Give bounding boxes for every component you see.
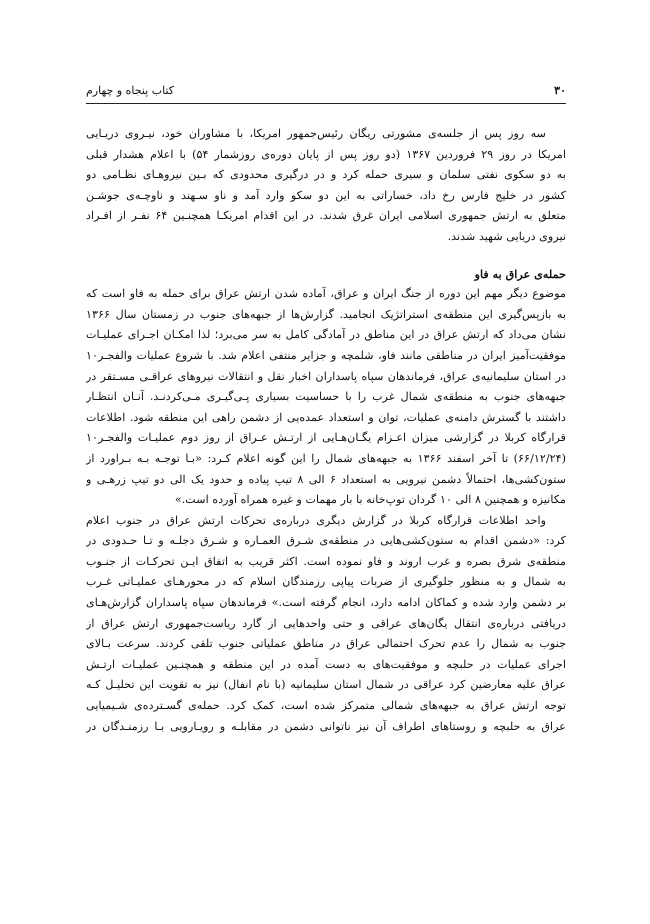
- header-divider: [86, 103, 566, 104]
- text-line: منطقه‌ی شرق بصره و غرب اروند و فاو نموده است. اکثر قریب به اتفاق ایـن تحرکـات از جنـوب: [86, 554, 566, 568]
- text-line: جنوب به شمال را عدم تحرک احتمالی عراق در مناطق عملیاتی جنوب تلقی کردند. سرعت بـالای: [86, 637, 566, 651]
- text-line: جبهه‌های جنوب به منطقه‌ی شمال غرب را با حساسیت بسیاری پـی‌گیـری مـی‌کردنـد. آنـان انتظـار: [86, 390, 566, 404]
- text-line: به شمال و به منظور جلوگیری از ضربات پیاپی رزمندگان اسلام که در محورهـای عملیـاتی غـرب: [86, 575, 566, 589]
- text-line: قرارگاه کربلا در گزارشی میزان اعـزام یگـان‌هـایی از ارتـش عـراق از روز دوم عملیـات والفجـر۱۰: [86, 431, 566, 445]
- text-line: اجرای عملیات در حلبچه و موفقیت‌های به دست آمده در این منطقه و همچنـین عملیـات ارتـش: [86, 657, 566, 671]
- text-line: ستون‌کشی‌ها، احتمالاً دشمن نیرویی به استعداد ۶ الی ۸ تیپ پیاده و حدود یک الی دو تیپ زرهـی و: [86, 472, 566, 486]
- text-line: دریافتی درباره‌ی انتقال یگان‌های عراقی و حتی واحدهایی از گارد ریاست‌جمهوری ارتش عراق از: [86, 616, 566, 630]
- running-title: کتاب پنجاه و چهارم: [86, 84, 175, 97]
- text-line: کرد: «دشمن اقدام به ستون‌کشی‌هایی در منطقه‌ی شـرق العمـاره و شـرق دجلـه و تـا حـدودی در: [86, 534, 566, 548]
- text-line: مکانیزه و همچنین ۸ الی ۱۰ گردان توپ‌خانه با بار مهمات و غیره همراه آورده است.»: [174, 493, 566, 507]
- text-line: امریکا در روز ۲۹ فروردین ۱۳۶۷ (دو روز پس از پایان دوره‌ی روزشمار ۵۴) با اعلام هشدار قبلی: [86, 147, 566, 161]
- section-gap: [86, 248, 566, 264]
- paragraph-1: [86, 124, 566, 248]
- text-line: کشور در خلیج فارس رخ داد، خساراتی به این دو سکو وارد آمد و ناو سـهند و ناوچـه‌ی جوشـن: [86, 188, 566, 202]
- text-line: متعلق به ارتش جمهوری اسلامی ایران غرق شدند. در این اقدام امریکـا همچنـین ۶۴ نفـر از افـراد: [86, 209, 566, 223]
- page-number: ۳۰: [554, 84, 566, 97]
- text-line: واحد اطلاعات قرارگاه کربلا در گزارش دیگری درباره‌ی تحرکات ارتش عراق در جنوب اعلام: [86, 513, 546, 527]
- text-line: بر دشمن وارد شده و کماکان ادامه دارد، انجام گرفته است.» فرماندهان سپاه پاسداران گزارش‌هـای: [86, 596, 566, 610]
- text-line: عراق به حلبچه و روستاهای اطراف آن نیز ناتوانی دشمن در مقابلـه و رویـارویی بـا رزمنـدگان در: [86, 719, 566, 733]
- text-line: به دو سکوی نفتی سلمان و سیری حمله کرد و در درگیری محدودی که بـین نیروهـای نظـامی دو: [86, 168, 566, 182]
- text-line: توجه ارتش عراق به جبهه‌های شمالی متمرکز شده است، کمک کرد. حمله‌ی گسـترده‌ی شـیمیایی: [86, 699, 566, 713]
- text-line: در استان سلیمانیه‌ی عراق، فرماندهان سپاه پاسداران اخبار نقل و انتقالات نیروهای عراقـی مسـتقر در: [86, 369, 566, 383]
- text-line: موضوع دیگر مهم این دوره از جنگ ایران و عراق، آماده شدن ارتش عراق برای حمله به فاو است که: [86, 287, 566, 301]
- paragraph-2: [86, 284, 566, 511]
- section-heading: حمله‌ی عراق به فاو: [474, 266, 566, 281]
- text-line: به بازپس‌گیری این منطقه‌ی استراتژیک انجامید. گزارش‌ها از جبهه‌های جنوب در زمستان سال ۱۳۶۶: [86, 307, 566, 321]
- text-line: داشتند با گسترش دامنه‌ی عملیات، توان و استعداد عمده‌یی از دشمن راهی این منطقه شود. اطلاعات: [86, 410, 566, 424]
- text-line: نشان می‌داد که ارتش عراق در این مناطق در آمادگی کامل به سر می‌برد؛ لذا امکـان اجـرای عملیـات: [86, 328, 566, 342]
- text-line: عراق علیه معارضین کرد عراقی در شمال استان سلیمانیه (با نام انفال) نیز به تقویت این تحلیـل کـه: [86, 678, 566, 692]
- text-line: نیروی دریایی شهید شدند.: [447, 229, 566, 243]
- text-line: موفقیت‌آمیز ایران در مناطقی مانند فاو، شلمچه و جزایر منتفی اعلام شد. با شروع عملیات والفجـر۱۰: [86, 348, 566, 362]
- page-body: [86, 124, 566, 737]
- paragraph-3: [86, 511, 566, 738]
- page-header: [86, 80, 566, 102]
- text-line: سه روز پس از جلسه‌ی مشورتی ریگان رئیس‌جمهور امریکا، با مشاوران خود، نیـروی دریـایی: [86, 127, 546, 140]
- text-line: (۶۶/۱۲/۲۴) تا آخر اسفند ۱۳۶۶ به جبهه‌های شمال را این گونه اعلام کـرد: «بـا توجـه بـه بـراورد از: [86, 451, 566, 465]
